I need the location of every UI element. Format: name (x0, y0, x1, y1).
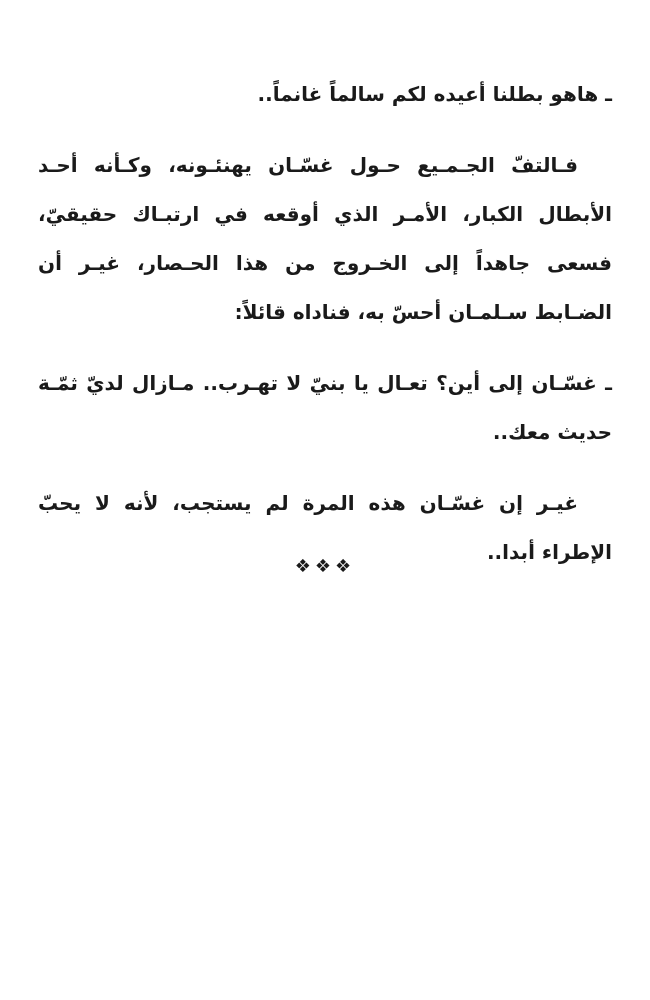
paragraph-return-hero: ـ هاهو بطلنا أعيده لكم سالماً غانماً.. (257, 82, 612, 106)
page-text (38, 70, 612, 599)
paragraph-officer-calls: ـ غسّـان إلى أين؟ تعـال يا بنيّ لا تهـرب.. مـازال لديّ ثمّـة حديث معك.. (38, 371, 612, 444)
paragraph-crowd-gathers: فـالتفّ الجـمـيع حـول غسّـان يهنئـونه، وكـأنه أحـد الأبطال الكبار، الأمـر الذي أوقعه في ارتبـاك حقيقيّ، فسعى جاهداً إلى الخـروج من هذا الحـصار، غيـر أن الضـابط سـلمـان أحسّ به، فناداه قائلاً: (38, 153, 612, 324)
section-separator: ❖❖❖ (294, 556, 356, 577)
paragraph-ghassan-refuses: غيـر إن غسّـان هذه المرة لم يستجب، لأنه لا يحبّ الإطراء أبدا.. (38, 491, 612, 564)
